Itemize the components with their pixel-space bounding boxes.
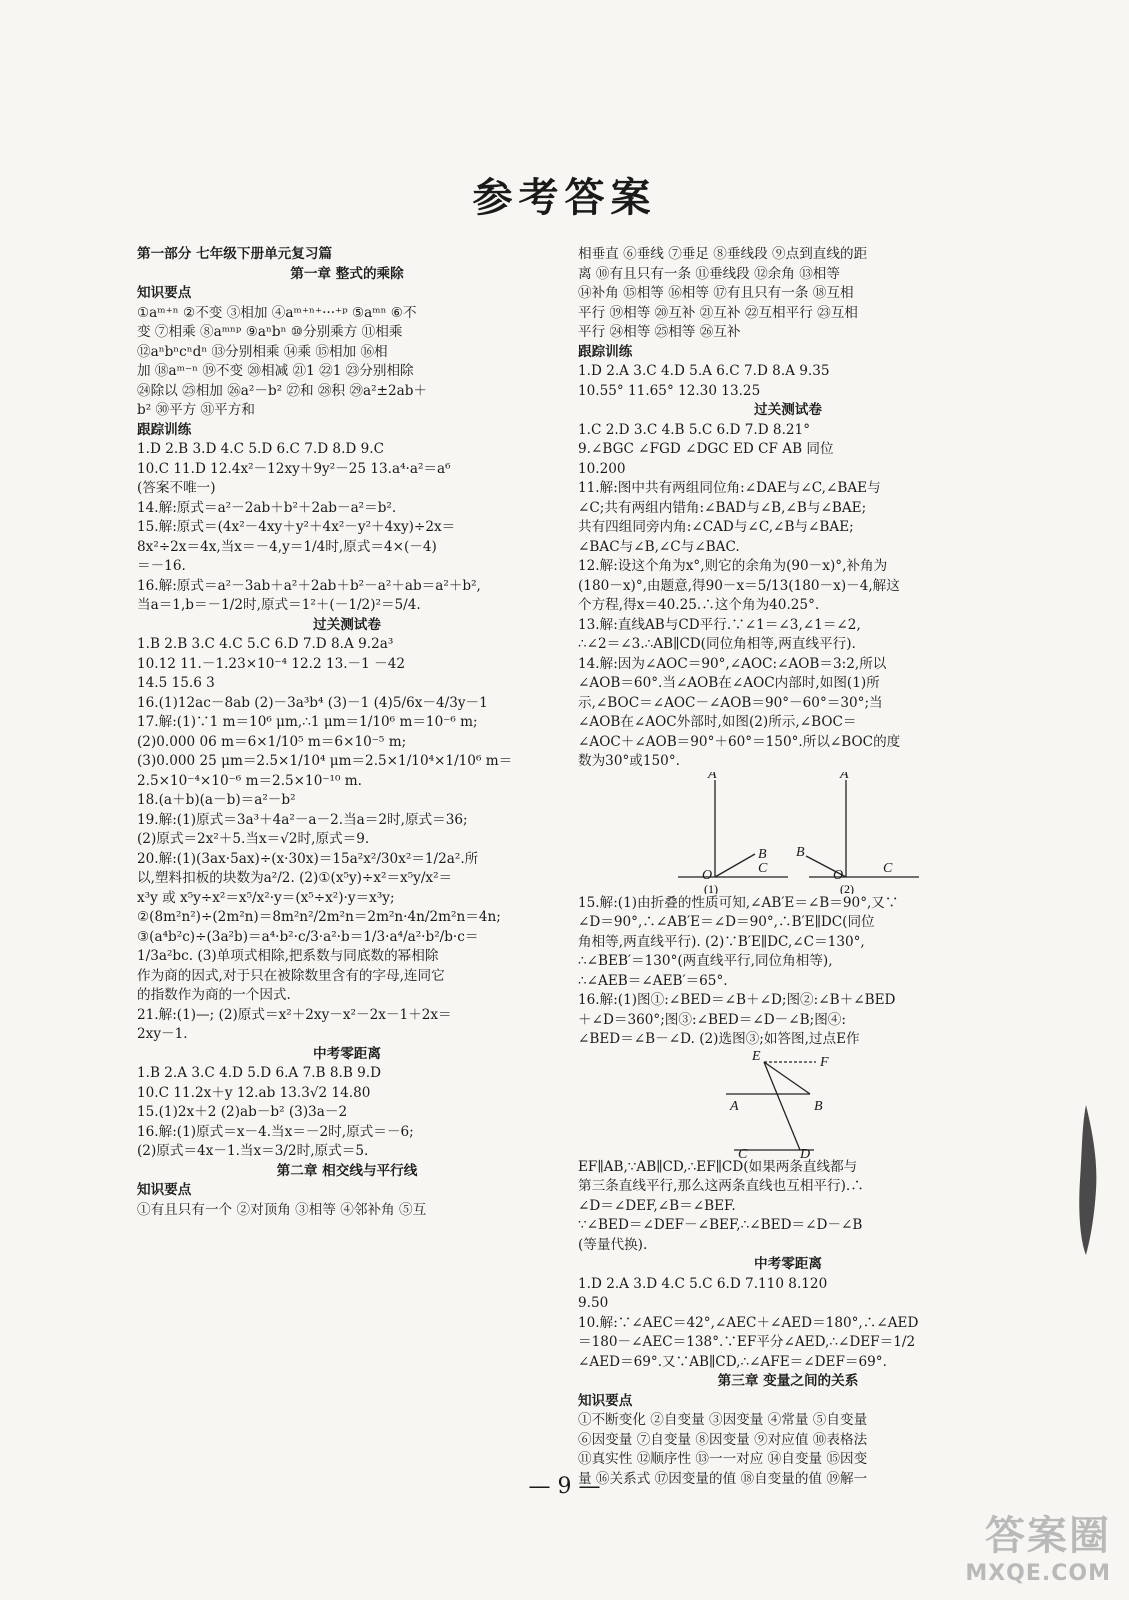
fig1-ray-ob [715,854,755,877]
text-line: 16.(1)12ac－8ab (2)－3a³b⁴ (3)－1 (4)5/6x－4/3y－1 [137,694,488,711]
page-title: 参考答案 [472,174,657,221]
watermark-logo-text: 答案圈 [985,1513,1111,1559]
text-line: 14.解:原式＝a²－2ab＋b²＋2ab－a²＝b². [137,499,397,516]
text-line: 1.B 2.B 3.C 4.C 5.C 6.D 7.D 8.A 9.2a³ [137,636,394,652]
text-line: ⑥因变量 ⑦自变量 ⑧因变量 ⑨对应值 ⑩表格法 [578,1431,868,1448]
text-line: 8x²÷2x＝4x,当x＝－4,y＝1/4时,原式＝4×(－4) [137,538,437,555]
text-line: 12.解:设这个角为x°,则它的余角为(90－x)°,补角为 [578,558,888,574]
text-line: 当a＝1,b＝－1/2时,原式＝1²＋(－1/2)²＝5/4. [137,597,421,613]
text-line: 10.55° 11.65° 12.30 13.25 [578,382,761,399]
section-heading: 第一章 整式的乘除 [290,265,404,282]
text-line: 10.12 11.－1.23×10⁻⁴ 12.2 13.－1 －42 [137,655,406,672]
fig3-label-a: A [730,1098,739,1114]
text-line: 10.解:∵∠AEC＝42°,∠AEC＋∠AED＝180°,∴∠AED [578,1314,919,1331]
text-line: 1/3a²bc. (3)单项式相除,把系数与同底数的幂相除 [137,948,439,964]
fig3-label-c: C [738,1146,748,1158]
text-line: 10.C 11.D 12.4x²－12xy＋9y²－25 13.a⁴·a²＝a⁶ [137,460,451,477]
ink-smudge-shape [1079,1105,1096,1255]
text-line: 15.解:原式＝(4x²－4xy＋y²＋4x²－y²＋4xy)÷2x＝ [137,519,456,535]
text-line: 数为30°或150°. [578,753,680,769]
text-line: ∠D＝90°,∴∠AB′E＝∠D＝90°,∴B′E∥DC(同位 [578,914,875,930]
text-line: 11.解:图中共有两组同位角:∠DAE与∠C,∠BAE与 [578,480,881,496]
text-line: 1.C 2.D 3.C 4.B 5.C 6.D 7.D 8.21° [578,421,810,438]
right-column-top [578,245,998,772]
text-line: ㉔除以 ㉕相加 ㉖a²－b² ㉗和 ㉘积 ㉙a²±2ab＋ [137,382,428,399]
text-line: 2xy－1. [137,1026,188,1042]
text-line: ∴∠2＝∠3.∴AB∥CD(同位角相等,两直线平行). [578,636,856,652]
text-line: 平行 ㉔相等 ㉕相等 ㉖互补 [578,324,741,340]
text-line: 17.解:(1)∵1 m＝10⁶ μm,∴1 μm＝1/10⁶ m＝10⁻⁶ m; [137,714,478,730]
fig3-label-d: D [800,1146,811,1158]
text-line: 离 ⑩有且只有一条 ⑪垂线段 ⑫余角 ⑬相等 [578,265,840,282]
text-line: (等量代换). [578,1236,648,1253]
text-line: 14.解:因为∠AOC＝90°,∠AOC:∠AOB＝3:2,所以 [578,655,887,672]
text-line: ∠C;共有两组内错角:∠BAD与∠B,∠B与∠BAE; [578,499,867,516]
text-line: ∴∠BEB′＝130°(两直线平行,同位角相等), [578,953,833,969]
fig2-label-b: B [796,844,805,860]
section-heading: 知识要点 [578,1392,633,1409]
text-line: 1.D 2.B 3.D 4.C 5.D 6.C 7.D 8.D 9.C [137,441,384,457]
fig1-caption: (1) [704,881,718,894]
right-column-mid [578,894,998,1050]
text-line: 共有四组同旁内角:∠CAD与∠C,∠B与∠BAE; [578,519,854,535]
text-line: ∠D＝∠DEF,∠B＝∠BEF. [578,1197,736,1214]
text-line: ∠AOB在∠AOC外部时,如图(2)所示,∠BOC＝ [578,714,857,730]
text-line: ＝－16. [137,558,186,574]
text-line: (2)0.000 06 m＝6×1/10⁵ m＝6×10⁻⁵ m; [137,733,407,750]
text-line: 的指数作为商的一个因式. [137,987,291,1003]
text-line: (2)原式＝2x²＋5.当x＝√2时,原式＝9. [137,831,370,847]
text-line: ∠AED＝69°.又∵AB∥CD,∴∠AFE＝∠DEF＝69°. [578,1353,887,1370]
text-line: 18.(a＋b)(a－b)＝a²－b² [137,792,296,808]
text-line: 量 ⑯关系式 ⑰因变量的值 ⑱自变量的值 ⑲解一 [578,1470,868,1487]
text-line: ＝180－∠AEC＝138°.∵EF平分∠AED,∴∠DEF＝1/2 [578,1334,916,1350]
watermark [965,1504,1111,1586]
parallel-figure-svg [578,1050,998,1158]
parallel-figure [578,1050,998,1158]
text-line: 变 ⑦相乘 ⑧aᵐⁿᵖ ⑨aⁿbⁿ ⑩分别乘方 ⑪相乘 [137,324,403,340]
fig2-label-o: O [833,867,844,883]
fig3-label-b: B [814,1098,823,1114]
section-heading: 过关测试卷 [754,402,822,418]
text-line: (180－x)°,由题意,得90－x＝5/13(180－x)－4,解这 [578,577,900,594]
left-column [137,245,557,1220]
fig1-label-a: A [708,771,717,782]
angle-figures-svg [578,772,998,894]
text-line: 15.(1)2x＋2 (2)ab－b² (3)3a－2 [137,1104,348,1120]
fig1-label-o: O [702,867,713,883]
text-line: ②(8m²n²)÷(2m²n)＝8m²n²/2m²n＝2m²n·4n/2m²n＝4n; [137,909,501,925]
text-line: x³y 或 x⁵y÷x²＝x⁵/x²·y＝(x⁵÷x²)·y＝x³y; [137,889,395,906]
fig2-caption: (2) [840,881,854,894]
text-line: 角相等,两直线平行). (2)∵B′E∥DC,∠C＝130°, [578,933,865,950]
text-line: 10.200 [578,460,626,477]
text-line: 19.解:(1)原式＝3a³＋4a²－a－2.当a＝2时,原式＝36; [137,811,468,828]
text-line: 16.解:原式＝a²－3ab＋a²＋2ab＋b²－a²＋ab＝a²＋b², [137,577,481,594]
text-line: ③(a⁴b²c)÷(3a²b)＝a⁴·b²·c/3·a²·b＝1/3·a⁴/a²·b²/b·c＝ [137,928,479,945]
section-heading: 过关测试卷 [313,616,381,633]
text-line: ＋∠D＝360°;图③:∠BED＝∠D－∠B;图④: [578,1011,846,1028]
text-line: ①aᵐ⁺ⁿ ②不变 ③相加 ④aᵐ⁺ⁿ⁺···⁺ᵖ ⑤aᵐⁿ ⑥不 [137,304,417,321]
text-line: 15.解:(1)由折叠的性质可知,∠AB′E＝∠B＝90°,又∵ [578,894,899,911]
right-column-bottom [578,1158,998,1490]
text-line: 2.5×10⁻⁴×10⁻⁶ m＝2.5×10⁻¹⁰ m. [137,772,362,789]
fig3-label-f: F [820,1054,829,1070]
text-line: 平行 ⑲相等 ⑳互补 ㉑互补 ㉒互相平行 ㉓互相 [578,304,858,321]
text-line: 个方程,得x＝40.25.∴这个角为40.25°. [578,597,820,613]
text-line: 示,∠BOC＝∠AOC－∠AOB＝90°－60°＝30°;当 [578,694,883,711]
text-line: ∵∠BED＝∠DEF－∠BEF,∴∠BED＝∠D－∠B [578,1217,863,1233]
fig2-label-c: C [883,860,893,876]
fig3-label-e: E [752,1049,761,1064]
text-line: 加 ⑱aᵐ⁻ⁿ ⑲不变 ⑳相减 ㉑1 ㉒1 ㉓分别相除 [137,363,414,379]
angle-figures [578,772,998,894]
text-line: ∠AOB＝60°.当∠AOB在∠AOC内部时,如图(1)所 [578,675,880,691]
fig1-label-b: B [758,846,767,862]
text-line: EF∥AB,∵AB∥CD,∴EF∥CD(如果两条直线都与 [578,1158,858,1175]
text-line: ⑪真实性 ⑫顺序性 ⑬一一对应 ⑭自变量 ⑮因变 [578,1451,868,1467]
text-line: ⑭补角 ⑮相等 ⑯相等 ⑰有且只有一条 ⑱互相 [578,285,854,301]
section-heading: 第三章 变量之间的关系 [717,1373,859,1389]
section-heading: 第一部分 七年级下册单元复习篇 [137,246,333,262]
text-line: 14.5 15.6 3 [137,675,215,691]
ink-smudge [1068,1100,1108,1260]
text-line: ∠BED＝∠B－∠D. (2)选图③;如答图,过点E作 [578,1031,860,1047]
text-line: 相垂直 ⑥垂线 ⑦垂足 ⑧垂线段 ⑨点到直线的距 [578,246,868,262]
text-line: 1.B 2.A 3.C 4.D 5.D 6.A 7.B 8.B 9.D [137,1065,381,1081]
text-line: 1.D 2.A 3.C 4.D 5.A 6.C 7.D 8.A 9.35 [578,363,830,379]
text-line: 20.解:(1)(3ax·5ax)÷(x·30x)＝15a²x²/30x²＝1/2a².所 [137,850,479,867]
text-line: ∠AOC＋∠AOB＝90°＋60°＝150°.所以∠BOC的度 [578,733,901,750]
text-line: 9.∠BGC ∠FGD ∠DGC ED CF AB 同位 [578,441,834,457]
text-line: ∠BAC与∠B,∠C与∠BAC. [578,538,740,555]
section-heading: 第二章 相交线与平行线 [276,1162,418,1179]
text-line: (答案不唯一) [137,480,216,496]
fig2-label-a: A [840,771,849,782]
text-line: 以,塑料扣板的块数为a²/2. (2)①(x⁵y)÷x²＝x⁵y/x²＝ [137,870,453,886]
text-line: 作为商的因式,对于只在被除数里含有的字母,连同它 [137,967,445,984]
text-line: 13.解:直线AB与CD平行.∵∠1＝∠3,∠1＝∠2, [578,616,861,633]
text-line: 9.50 [578,1295,609,1311]
text-line: ∴∠AEB＝∠AEB′＝65°. [578,972,728,989]
text-line: 21.解:(1)—; (2)原式＝x²＋2xy－x²－2x－1＋2x＝ [137,1006,452,1023]
section-heading: 中考零距离 [313,1045,381,1062]
section-heading: 知识要点 [137,1182,192,1198]
section-heading: 跟踪训练 [137,421,192,438]
text-line: ⑫aⁿbⁿcⁿdⁿ ⑬分别相乘 ⑭乘 ⑮相加 ⑯相 [137,343,388,360]
watermark-url: MXQE.COM [965,1561,1111,1586]
right-column [578,245,998,1489]
text-line: (2)原式＝4x－1.当x＝3/2时,原式＝5. [137,1143,369,1159]
text-line: 第三条直线平行,那么这两条直线也互相平行).∴ [578,1178,864,1194]
text-line: 10.C 11.2x＋y 12.ab 13.3√2 14.80 [137,1084,371,1101]
text-line: 16.解:(1)原式＝x－4.当x＝－2时,原式＝－6; [137,1123,414,1140]
fig1-label-c: C [758,860,768,876]
section-heading: 中考零距离 [754,1256,822,1272]
text-line: 16.解:(1)图①:∠BED＝∠B＋∠D;图②:∠B＋∠BED [578,992,896,1008]
text-line: 1.D 2.A 3.D 4.C 5.C 6.D 7.110 8.120 [578,1275,828,1292]
section-heading: 跟踪训练 [578,343,633,360]
page-number: — 9 — [528,1474,601,1499]
section-heading: 知识要点 [137,285,192,301]
text-line: ①有且只有一个 ②对顶角 ③相等 ④邻补角 ⑤互 [137,1201,427,1218]
text-line: (3)0.000 25 μm＝2.5×1/10⁴ μm＝2.5×1/10⁴×1/10⁶ m＝ [137,753,513,769]
text-line: b² ㉚平方 ㉛平方和 [137,402,255,418]
text-line: ①不断变化 ②自变量 ③因变量 ④常量 ⑤自变量 [578,1412,868,1428]
